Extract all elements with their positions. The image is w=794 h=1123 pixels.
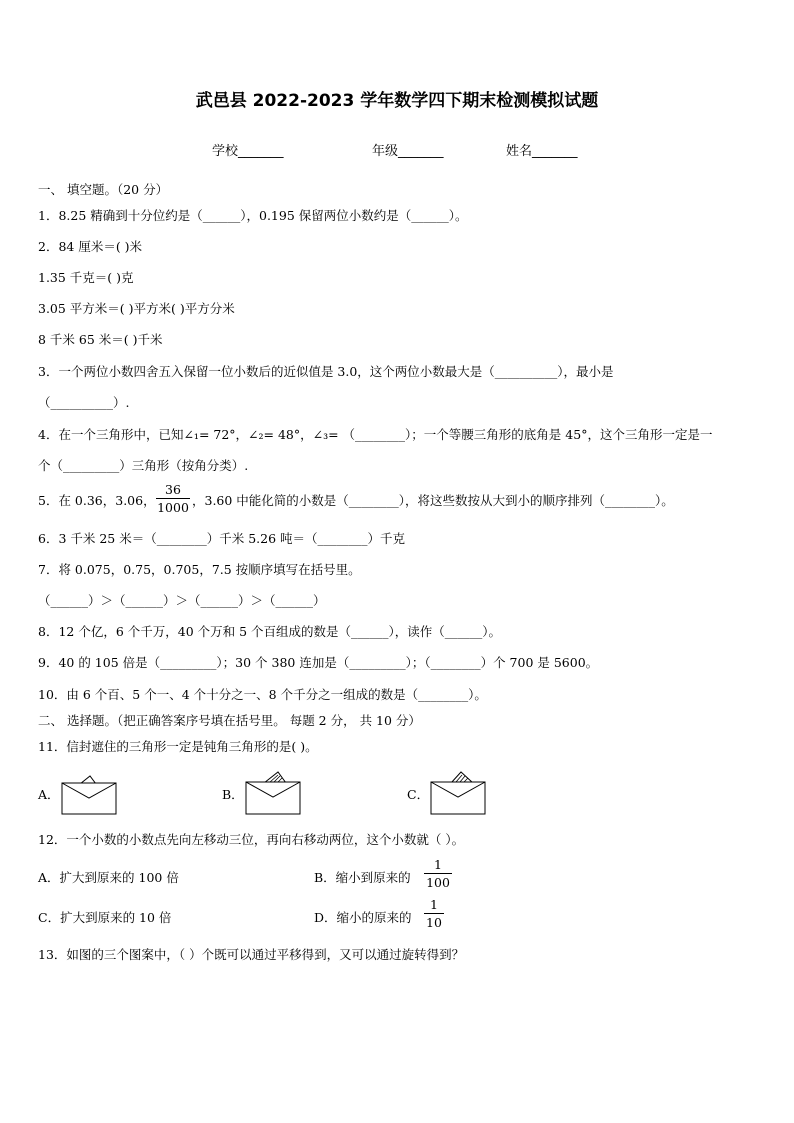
question-12-option-c: C．扩大到原来的 10 倍	[38, 910, 172, 925]
section2-heading: 二、 选择题。（把正确答案序号填在括号里。 每题 2 分， 共 10 分）	[38, 713, 421, 728]
school-field: 学校_______	[212, 144, 284, 159]
option-c-label: C．	[407, 787, 430, 802]
fraction-numerator: 1	[434, 857, 442, 872]
question-7a: 7．将 0.075，0.75，0.705，7.5 按顺序填写在括号里。	[38, 562, 361, 577]
option-d-fraction	[424, 897, 444, 930]
option-a-label: A．	[38, 787, 60, 802]
envelope-a-figure	[60, 774, 118, 816]
question-4b: 个（_________）三角形（按角分类）.	[38, 458, 249, 473]
fraction-numerator: 36	[165, 482, 181, 497]
fraction-denominator: 1000	[157, 500, 189, 515]
question-2c: 3.05 平方米＝( )平方米( )平方分米	[38, 301, 235, 316]
fraction-denominator: 10	[426, 915, 442, 930]
question-6: 6．3 千米 25 米＝（________）千米 5.26 吨＝（________）千克	[38, 531, 406, 546]
question-2b: 1.35 千克＝( )克	[38, 270, 134, 285]
question-13: 13．如图的三个图案中，（ ）个既可以通过平移得到，又可以通过旋转得到？	[38, 947, 465, 962]
question-9: 9．40 的 105 倍是（_________）；30 个 380 连加是（_________）；（________）个 700 是 5600。	[38, 655, 599, 670]
section1-heading: 一、 填空题。（20 分）	[38, 182, 169, 197]
fraction-denominator: 100	[426, 875, 450, 890]
option-b-fraction	[424, 857, 452, 890]
envelope-b-figure	[244, 770, 302, 816]
fraction-bar	[424, 913, 444, 914]
question-5-prefix: 5．在 0.36，3.06，	[38, 493, 156, 508]
question-12-option-a: A．扩大到原来的 100 倍	[38, 870, 179, 885]
question-3a: 3．一个两位小数四舍五入保留一位小数后的近似值是 3.0，这个两位小数最大是（__________），最小是	[38, 364, 614, 379]
grade-field: 年级_______	[372, 144, 444, 159]
question-7b: （______）＞（______）＞（______）＞（______）	[38, 593, 326, 608]
question-2d: 8 千米 65 米＝( )千米	[38, 332, 163, 347]
question-12-option-b: B．缩小到原来的	[314, 870, 411, 885]
question-5-fraction	[156, 482, 190, 515]
question-12-option-d: D．缩小的原来的	[314, 910, 412, 925]
question-8: 8．12 个亿，6 个千万，40 个万和 5 个百组成的数是（______），读作（______）。	[38, 624, 502, 639]
question-5-suffix: ，3.60 中能化简的小数是（________），将这些数按从大到小的顺序排列（________）。	[192, 493, 674, 508]
fraction-numerator: 1	[430, 897, 438, 912]
page-title: 武邑县 2022-2023 学年数学四下期末检测模拟试题	[195, 91, 599, 111]
question-4a: 4．在一个三角形中，已知∠₁= 72°，∠₂= 48°，∠₃= （________）；一个等腰三角形的底角是 45°，这个三角形一定是一	[38, 427, 713, 442]
envelope-c-figure	[429, 770, 487, 816]
fraction-bar	[156, 498, 190, 499]
question-3b: （__________）.	[38, 395, 130, 410]
question-11: 11．信封遮住的三角形一定是钝角三角形的是( )。	[38, 739, 318, 754]
option-b-label: B．	[222, 787, 244, 802]
question-12: 12．一个小数的小数点先向左移动三位，再向右移动两位，这个小数就（ ）。	[38, 832, 465, 847]
fraction-bar	[424, 873, 452, 874]
question-10: 10．由 6 个百、5 个一、4 个十分之一、8 个千分之一组成的数是（________）。	[38, 687, 487, 702]
question-1: 1．8.25 精确到十分位约是（______），0.195 保留两位小数约是（______）。	[38, 208, 468, 223]
question-2a: 2．84 厘米＝( )米	[38, 239, 143, 254]
name-field: 姓名_______	[506, 144, 578, 159]
